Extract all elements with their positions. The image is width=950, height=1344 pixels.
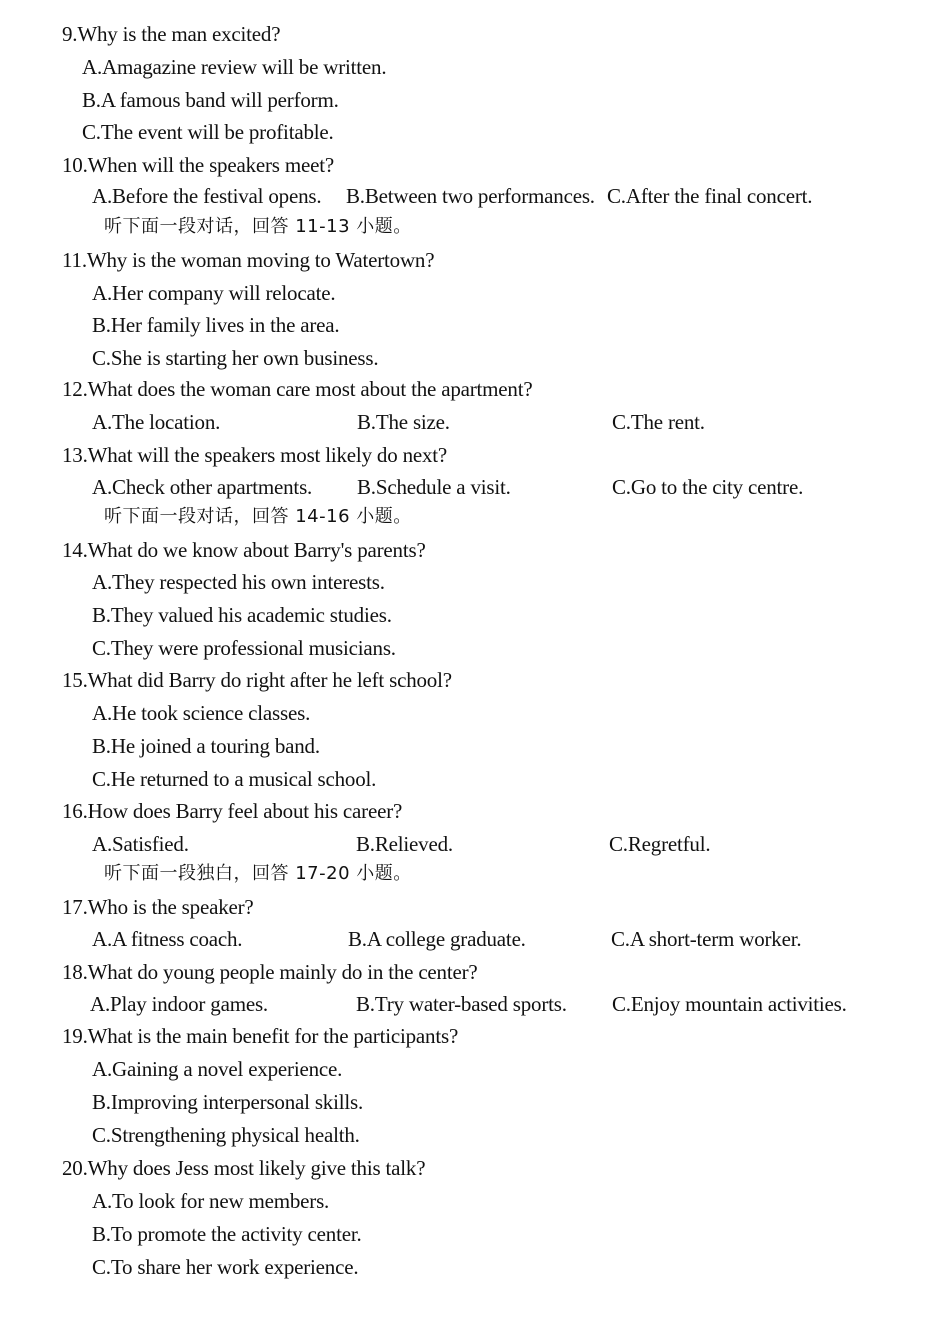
question-9-option-c: C.The event will be profitable.: [82, 120, 334, 144]
question-9-option-a: A.Amagazine review will be written.: [82, 55, 387, 79]
question-10-option-a: A.Before the festival opens.: [92, 184, 322, 208]
question-16-stem: 16.How does Barry feel about his career?: [62, 799, 403, 823]
question-12-option-c: C.The rent.: [612, 410, 705, 434]
question-20-option-b: B.To promote the activity center.: [92, 1222, 362, 1246]
question-14-option-b: B.They valued his academic studies.: [92, 603, 392, 627]
question-15-stem: 15.What did Barry do right after he left school?: [62, 668, 452, 692]
question-15-option-c: C.He returned to a musical school.: [92, 767, 377, 791]
question-16-option-c: C.Regretful.: [609, 832, 711, 856]
question-15-option-b: B.He joined a touring band.: [92, 734, 320, 758]
section-header-17-20: 听下面一段独白，回答 17-20 小题。: [104, 863, 412, 884]
question-14-option-c: C.They were professional musicians.: [92, 636, 396, 660]
question-20-option-c: C.To share her work experience.: [92, 1255, 359, 1279]
question-12-option-a: A.The location.: [92, 410, 221, 434]
question-18-option-a: A.Play indoor games.: [90, 992, 268, 1016]
question-18-option-c: C.Enjoy mountain activities.: [612, 992, 847, 1016]
question-11-option-a: A.Her company will relocate.: [92, 281, 336, 305]
question-12-stem: 12.What does the woman care most about the apartment?: [62, 377, 533, 401]
section-header-11-13: 听下面一段对话，回答 11-13 小题。: [104, 216, 412, 237]
question-20-option-a: A.To look for new members.: [92, 1189, 330, 1213]
question-12-option-b: B.The size.: [357, 410, 450, 434]
question-10-option-b: B.Between two performances.: [346, 184, 595, 208]
question-9-option-b: B.A famous band will perform.: [82, 88, 339, 112]
question-19-option-c: C.Strengthening physical health.: [92, 1123, 360, 1147]
question-13-option-a: A.Check other apartments.: [92, 475, 313, 499]
question-11-stem: 11.Why is the woman moving to Watertown?: [62, 248, 435, 272]
question-15-option-a: A.He took science classes.: [92, 701, 311, 725]
question-10-stem: 10.When will the speakers meet?: [62, 153, 334, 177]
question-13-stem: 13.What will the speakers most likely do next?: [62, 443, 448, 467]
question-17-option-a: A.A fitness coach.: [92, 927, 243, 951]
section-header-14-16: 听下面一段对话，回答 14-16 小题。: [104, 506, 412, 527]
question-11-option-c: C.She is starting her own business.: [92, 346, 379, 370]
question-9-stem: 9.Why is the man excited?: [62, 22, 281, 46]
question-19-stem: 19.What is the main benefit for the participants?: [62, 1024, 459, 1048]
question-17-option-b: B.A college graduate.: [348, 927, 526, 951]
question-10-option-c: C.After the final concert.: [607, 184, 813, 208]
question-11-option-b: B.Her family lives in the area.: [92, 313, 340, 337]
question-19-option-b: B.Improving interpersonal skills.: [92, 1090, 364, 1114]
question-18-stem: 18.What do young people mainly do in the center?: [62, 960, 478, 984]
question-14-stem: 14.What do we know about Barry's parents?: [62, 538, 426, 562]
question-14-option-a: A.They respected his own interests.: [92, 570, 385, 594]
question-16-option-a: A.Satisfied.: [92, 832, 189, 856]
question-17-option-c: C.A short-term worker.: [611, 927, 802, 951]
question-20-stem: 20.Why does Jess most likely give this talk?: [62, 1156, 426, 1180]
question-19-option-a: A.Gaining a novel experience.: [92, 1057, 343, 1081]
question-17-stem: 17.Who is the speaker?: [62, 895, 254, 919]
question-13-option-b: B.Schedule a visit.: [357, 475, 511, 499]
question-13-option-c: C.Go to the city centre.: [612, 475, 804, 499]
question-16-option-b: B.Relieved.: [356, 832, 453, 856]
question-18-option-b: B.Try water-based sports.: [356, 992, 567, 1016]
